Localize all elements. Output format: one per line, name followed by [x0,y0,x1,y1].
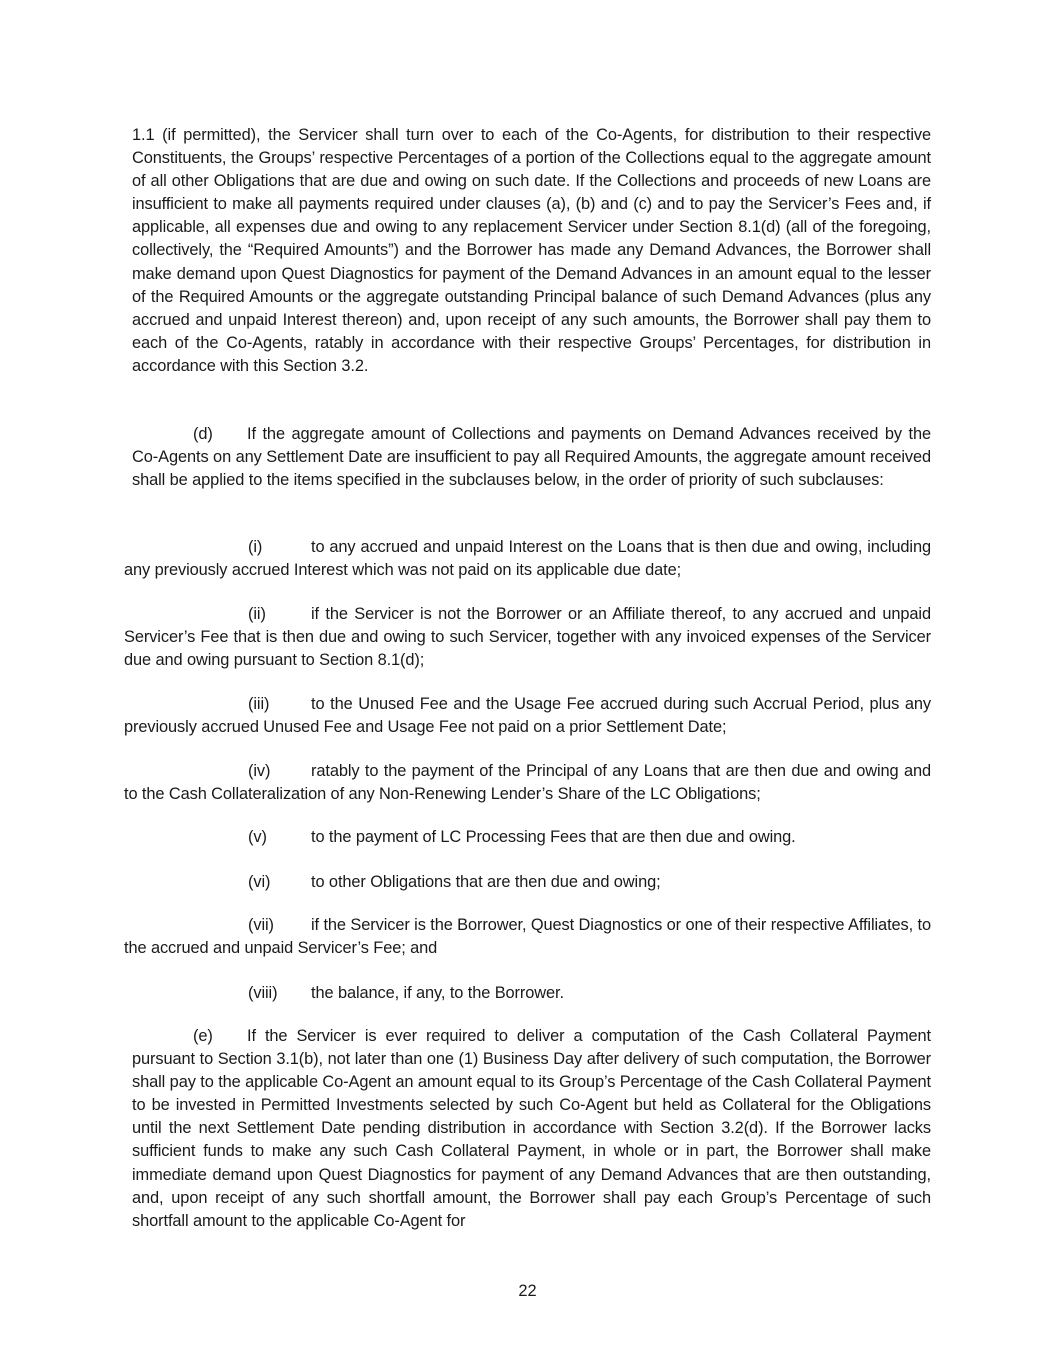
paragraph-e [132,1025,931,1233]
subclause-label: (vii) [248,916,274,934]
subclause-text: ratably to the payment of the Principal of any Loans that are then due and owing and to the Cash Collateralization of any Non-Renewing Lender’s Share of the LC Obligations; [124,762,931,804]
subclause-label: (viii) [248,984,278,1002]
subclause-label: (ii) [248,605,266,623]
subclause-text: to any accrued and unpaid Interest on the Loans that is then due and owing, including any previously accrued Interest which was not paid on its applicable due date; [124,538,931,580]
subclause-label: (v) [248,828,267,846]
paragraph-d-label: (d) [193,425,213,443]
subclause-v [124,826,931,849]
subclause-label: (i) [248,538,263,556]
subclause-label: (iii) [248,695,270,713]
subclause-i [124,536,931,582]
subclause-iv [124,760,931,806]
subclause-text: to other Obligations that are then due and owing; [311,873,661,891]
subclause-text: the balance, if any, to the Borrower. [311,984,564,1002]
subclause-vii [124,914,931,960]
subclause-vi [124,871,931,894]
paragraph-d [132,423,931,492]
subclause-text: to the payment of LC Processing Fees that are then due and owing. [311,828,796,846]
subclause-viii [124,982,931,1005]
subclause-text: if the Servicer is not the Borrower or an Affiliate thereof, to any accrued and unpaid Servicer’s Fee that is then due and owing to such Servicer, together with any invoiced expenses of the Servicer due and owing pursuant to Section 8.1(d); [124,605,931,670]
subclause-iii [124,693,931,739]
page-number: 22 [518,1282,537,1300]
subclause-text: if the Servicer is the Borrower, Quest Diagnostics or one of their respective Affiliates, to the accrued and unpaid Servicer’s Fee; and [124,916,932,958]
paragraph-e-label: (e) [193,1027,213,1045]
paragraph-e-text: If the Servicer is ever required to deliver a computation of the Cash Collateral Payment pursuant to Section 3.1(b), not later than one (1) Business Day after delivery of such computation, the Borrower shall pay to the applicable Co-Agent an amount equal to its Group’s Percentage of the Cash Collateral Payment to be invested in Permitted Investments selected by such Co-Agent but held as Collateral for the Obligations until the next Settlement Date pending distribution in accordance with Section 3.2(d). If the Borrower lacks sufficient funds to make any such Cash Collateral Payment, in whole or in part, the Borrower shall make immediate demand upon Quest Diagnostics for payment of any Demand Advances that are then outstanding, and, upon receipt of any such shortfall amount, the Borrower shall pay each Group’s Percentage of such shortfall amount to the applicable Co-Agent for [132,1027,931,1230]
subclause-ii [124,603,931,672]
paragraph-d-text: If the aggregate amount of Collections and payments on Demand Advances received by the Co-Agents on any Settlement Date are insufficient to pay all Required Amounts, the aggregate amount received shall be applied to the items specified in the subclauses below, in the order of priority of such subclauses: [132,425,931,490]
subclause-label: (iv) [248,762,271,780]
subclause-text: to the Unused Fee and the Usage Fee accrued during such Accrual Period, plus any previously accrued Unused Fee and Usage Fee not paid on a prior Settlement Date; [124,695,931,737]
continued-paragraph: 1.1 (if permitted), the Servicer shall turn over to each of the Co-Agents, for distribution to their respective Constituents, the Groups’ respective Percentages of a portion of the Collections equal to the aggregate amount of all other Obligations that are due and owing on such date. If the Collections and proceeds of new Loans are insufficient to make all payments required under clauses (a), (b) and (c) and to pay the Servicer’s Fees and, if applicable, all expenses due and owing to any replacement Servicer under Section 8.1(d) (all of the foregoing, collectively, the “Required Amounts”) and the Borrower has made any Demand Advances, the Borrower shall make demand upon Quest Diagnostics for payment of the Demand Advances in an amount equal to the lesser of the Required Amounts or the aggregate outstanding Principal balance of such Demand Advances (plus any accrued and unpaid Interest thereon) and, upon receipt of any such amounts, the Borrower shall pay them to each of the Co-Agents, ratably in accordance with their respective Groups’ Percentages, for distribution in accordance with this Section 3.2. [132,126,931,375]
subclause-label: (vi) [248,873,271,891]
